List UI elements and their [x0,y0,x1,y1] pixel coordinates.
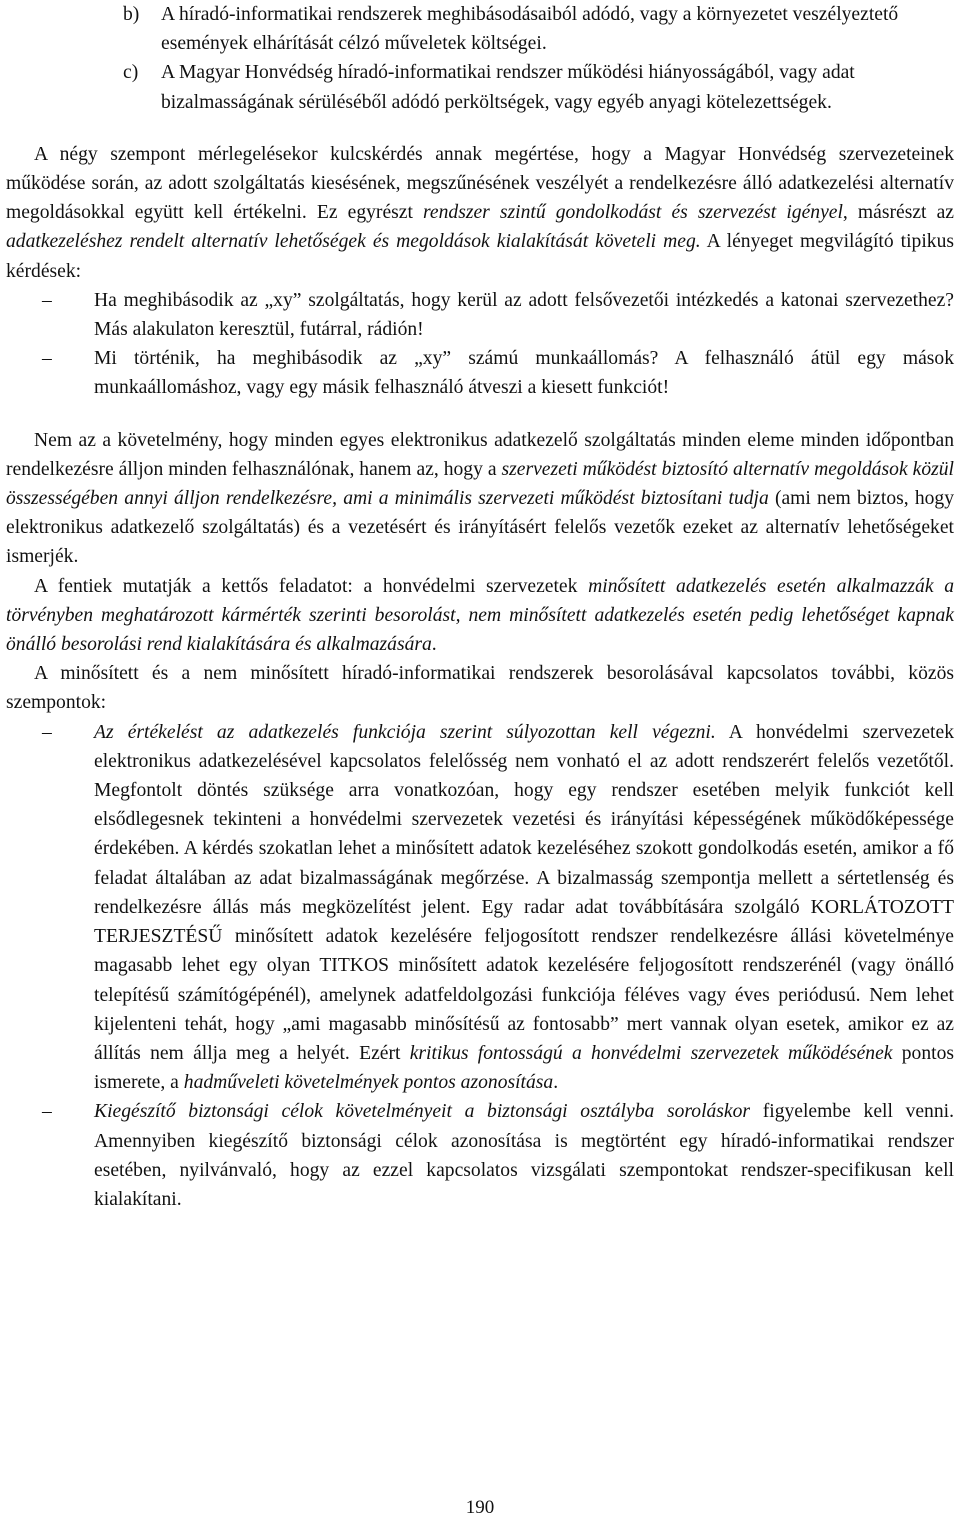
dash-marker: – [42,1101,52,1123]
list-item [6,718,954,1098]
list-item-italic: Az értékelést az adatkezelés funkciója szerint súlyozottan kell végezni. [94,721,716,743]
list-item-text: Mi történik, ha meghibásodik az „xy” számú munkaállomás? A felhasználó átül egy mások munkaállomáshoz, vagy egy másik felhasználó átveszi a kiesett funkciót! [94,348,954,399]
paragraph-text: . [431,634,437,656]
paragraph-text: , másrészt az [842,202,954,224]
dash-marker: – [42,721,52,743]
paragraph-italic: adatkezeléshez rendelt alternatív lehetőségek és megoldások kialakítását követeli meg. [6,231,701,253]
paragraph-text: (ami nem biztos, hogy elektronikus adatkezelő szolgáltatás) és a vezetésért és irányításért felelős vezetők ezeket az alternatív lehetőségeket ismerjék. [6,488,955,568]
list-item-text: A híradó-informatikai rendszerek meghibásodásaiból adódó, vagy a környezetet veszélyeztető események elhárítását célzó műveletek költségei. [161,4,899,55]
list-item [6,1097,954,1214]
paragraph-common-aspects: A minősített és a nem minősített híradó-informatikai rendszerek besorolásával kapcsolatos további, közös szempontok: [6,663,954,714]
paragraph-requirement [6,426,954,572]
list-item-italic: hadműveleti követelmények pontos azonosítása [183,1072,554,1094]
paragraph-key-question [6,140,954,286]
list-marker: c) [123,62,139,84]
list-item [6,344,954,402]
paragraph-dual-task [6,572,954,660]
paragraph-italic: rendszer szintű gondolkodást és szervezést igényel [423,202,843,224]
list-item-italic: kritikus fontosságú a honvédelmi szervezetek működésének [409,1042,893,1064]
list-item-b [6,0,954,58]
list-item-text: . [553,1072,559,1094]
list-item-text: Ha meghibásodik az „xy” szolgáltatás, hogy kerül az adott felsővezetői intézkedés a katonai szervezethez? Más alakulaton keresztül, futárral, rádión! [94,289,954,341]
paragraph-text: A lényeget megvilágító tipikus kérdések: [6,231,954,282]
list-item-text: A Magyar Honvédség híradó-informatikai rendszer működési hiányosságából, vagy adat bizalmasságának sérüléséből adódó perköltségek, vagy egyéb anyagi kötelezettségek. [161,62,855,113]
list-item-c [6,58,954,116]
paragraph-italic: szervezeti működést biztosító alternatív megoldások közül összességében annyi álljon rendelkezésre, ami a minimális szervezeti működést biztosítani tudja [6,458,954,510]
dash-marker: – [42,348,52,370]
paragraph-italic: minősített adatkezelés esetén alkalmazzák a törvényben meghatározott kármérték szerinti besorolást, nem minősített adatkezelés esetén pedig lehetőséget kapnak önálló besorolási rend kialakítására és alkalmazására [6,575,954,656]
paragraph-text: A négy szempont mérlegelésekor kulcskérdés annak megértése, hogy a Magyar Honvédség szervezeteinek működése során, az adott szolgáltatás kiesésének, megszűnésének veszélyét a rendelkezésre álló adatkezelési alternatív megoldásokkal együtt kell értékelni. Ez egyrészt [6,143,954,224]
question-list [6,286,954,403]
paragraph-text: A fentiek mutatják a kettős feladatot: a honvédelmi szervezetek [34,575,589,597]
list-item-italic: Kiegészítő biztonsági célok követelményeit a biztonsági osztályba soroláskor [94,1101,751,1123]
list-item-text: A honvédelmi szervezetek elektronikus adatkezelésével kapcsolatos felelősség nem vonható el az adott rendszerért felelős vezetőtől. Megfontolt döntés szüksége arra vonatkozóan, hogy egy rendszer esetében melyik funkciót kell elsődlegesnek tekinteni a honvédelmi szervezetek vezetési és irányítási képességének működőképessége érdekében. A kérdés szokatlan lehet a minősített adatok kezeléséhez szokott gondolkodás esetén, amikor a fő feladat általában az adat bizalmasságának megőrzése. A bizalmasság szempontja mellett a sértetlenség és rendelkezésre állás más megközelítést jelent. Egy radar adat továbbítására szolgáló KORLÁTOZOTT TERJESZTÉSŰ minősített adatok kezelésére feljogosított rendszer rendelkezésre állási követelménye magasabb lehet egy olyan TITKOS minősített adatok kezelésére feljogosított rendszerénél (vagy önálló telepítésű számítógépénél), amelynek adatfeldolgozási funkciója féléves vagy éves periódusú. Nem lehet kijelenteni tehát, hogy „ami magasabb minősítésű az fontosabb” mert vannak olyan esetek, amikor ez az állítás nem állja meg a helyét. Ezért [94,721,954,1064]
page-number: 190 [465,1497,495,1518]
lettered-list [6,0,954,117]
list-item [6,286,954,344]
list-item-text: pontos ismerete, a [94,1042,954,1094]
list-item-text: figyelembe kell venni. Amennyiben kiegészítő biztonsági célok azonosítása is megtörtént egy híradó-informatikai rendszer esetében, nyilvánvaló, hogy az ezzel kapcsolatos vizsgálati szempontokat rendszer-specifikusan kell kialakítani. [94,1101,954,1210]
paragraph-text: Nem az a követelmény, hogy minden egyes elektronikus adatkezelő szolgáltatás minden eleme minden időpontban rendelkezésre álljon minden felhasználónak, hanem az, hogy a [6,429,954,480]
list-marker: b) [123,4,140,25]
aspects-list [6,718,954,1214]
dash-marker: – [42,289,52,311]
